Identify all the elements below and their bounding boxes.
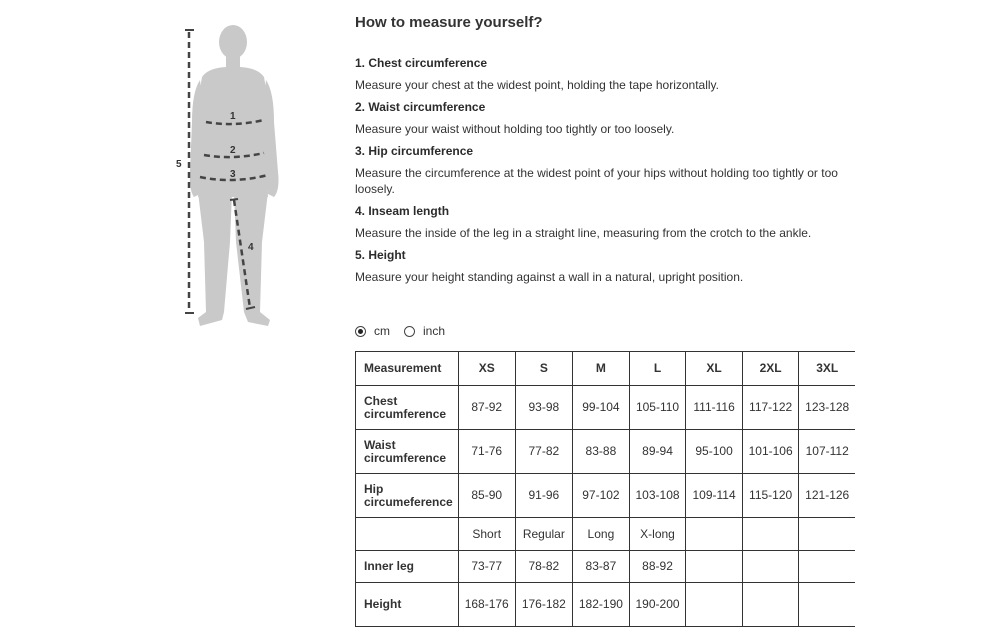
table-cell: 109-114 xyxy=(686,474,743,518)
table-cell xyxy=(742,583,799,627)
table-cell: 182-190 xyxy=(573,583,630,627)
instruction-heading: 3. Hip circumference xyxy=(355,144,474,158)
table-header-cell: M xyxy=(573,352,630,386)
instruction-heading: 4. Inseam length xyxy=(355,204,450,218)
table-header-cell: S xyxy=(515,352,572,386)
table-cell: 83-87 xyxy=(573,551,630,583)
table-cell: 103-108 xyxy=(629,474,686,518)
table-header-row xyxy=(356,352,856,386)
table-cell: 88-92 xyxy=(629,551,686,583)
table-cell: 97-102 xyxy=(573,474,630,518)
table-cell: 117-122 xyxy=(742,386,799,430)
instruction-text: Measure the inside of the leg in a straight line, measuring from the crotch to the ankle. xyxy=(355,226,812,240)
table-header-cell: XS xyxy=(458,352,515,386)
table-cell xyxy=(686,551,743,583)
table-cell: Long xyxy=(573,518,630,551)
table-cell: 77-82 xyxy=(515,430,572,474)
table-cell: 107-112 xyxy=(799,430,855,474)
table-row-label: Height xyxy=(356,583,459,627)
table-row xyxy=(356,583,856,627)
table-cell: 95-100 xyxy=(686,430,743,474)
instruction-item xyxy=(355,99,845,137)
page-title: How to measure yourself? xyxy=(355,14,543,31)
table-cell: 71-76 xyxy=(458,430,515,474)
table-row xyxy=(356,551,856,583)
table-header-cell: L xyxy=(629,352,686,386)
unit-option-inch[interactable] xyxy=(404,324,445,338)
table-cell: 78-82 xyxy=(515,551,572,583)
marker-5: 5 xyxy=(176,159,182,170)
table-cell xyxy=(742,518,799,551)
unit-option-cm[interactable] xyxy=(355,324,390,338)
table-cell: 91-96 xyxy=(515,474,572,518)
table-cell xyxy=(799,518,855,551)
table-cell: 121-126 xyxy=(799,474,855,518)
table-row-label: Waist circumference xyxy=(356,430,459,474)
table-row xyxy=(356,474,856,518)
instruction-item xyxy=(355,143,845,197)
table-cell: X-long xyxy=(629,518,686,551)
table-cell: 83-88 xyxy=(573,430,630,474)
table-cell xyxy=(742,551,799,583)
table-cell xyxy=(799,583,855,627)
table-row xyxy=(356,430,856,474)
instruction-text: Measure the circumference at the widest point of your hips without holding too tightly or too loosely. xyxy=(355,166,838,196)
table-cell: 176-182 xyxy=(515,583,572,627)
table-row-label xyxy=(356,518,459,551)
table-cell: 89-94 xyxy=(629,430,686,474)
instruction-heading: 5. Height xyxy=(355,248,406,262)
size-table xyxy=(355,351,855,627)
unit-label-cm: cm xyxy=(374,324,390,338)
table-cell xyxy=(686,583,743,627)
table-cell: 101-106 xyxy=(742,430,799,474)
instruction-text: Measure your chest at the widest point, holding the tape horizontally. xyxy=(355,78,719,92)
marker-3: 3 xyxy=(230,169,236,180)
marker-2: 2 xyxy=(230,145,236,156)
table-cell: Regular xyxy=(515,518,572,551)
body-measurement-figure xyxy=(170,22,300,332)
table-header-cell: XL xyxy=(686,352,743,386)
table-row-label: Chest circumference xyxy=(356,386,459,430)
table-row xyxy=(356,518,856,551)
table-cell: 85-90 xyxy=(458,474,515,518)
marker-1: 1 xyxy=(230,111,236,122)
table-cell xyxy=(799,551,855,583)
instruction-text: Measure your height standing against a wall in a natural, upright position. xyxy=(355,270,744,284)
marker-4: 4 xyxy=(248,242,254,253)
table-cell: 73-77 xyxy=(458,551,515,583)
instruction-heading: 1. Chest circumference xyxy=(355,56,488,70)
table-header-cell: Measurement xyxy=(356,352,459,386)
instruction-text: Measure your waist without holding too tightly or too loosely. xyxy=(355,122,675,136)
radio-checked-icon[interactable] xyxy=(355,326,366,337)
unit-toggle xyxy=(355,324,459,338)
table-row-label: Inner leg xyxy=(356,551,459,583)
table-cell: 123-128 xyxy=(799,386,855,430)
instructions-list xyxy=(355,55,845,291)
table-row xyxy=(356,386,856,430)
table-header-cell: 3XL xyxy=(799,352,855,386)
table-cell: 115-120 xyxy=(742,474,799,518)
table-row-label: Hip circumeference xyxy=(356,474,459,518)
table-cell: 168-176 xyxy=(458,583,515,627)
unit-label-inch: inch xyxy=(423,324,446,338)
table-cell: 99-104 xyxy=(573,386,630,430)
table-header-cell: 2XL xyxy=(742,352,799,386)
table-cell xyxy=(686,518,743,551)
instruction-heading: 2. Waist circumference xyxy=(355,100,486,114)
table-cell: Short xyxy=(458,518,515,551)
instruction-item xyxy=(355,203,845,241)
table-cell: 93-98 xyxy=(515,386,572,430)
instruction-item xyxy=(355,247,845,285)
radio-unchecked-icon[interactable] xyxy=(404,326,415,337)
table-cell: 190-200 xyxy=(629,583,686,627)
instruction-item xyxy=(355,55,845,93)
table-cell: 111-116 xyxy=(686,386,743,430)
table-cell: 87-92 xyxy=(458,386,515,430)
table-cell: 105-110 xyxy=(629,386,686,430)
